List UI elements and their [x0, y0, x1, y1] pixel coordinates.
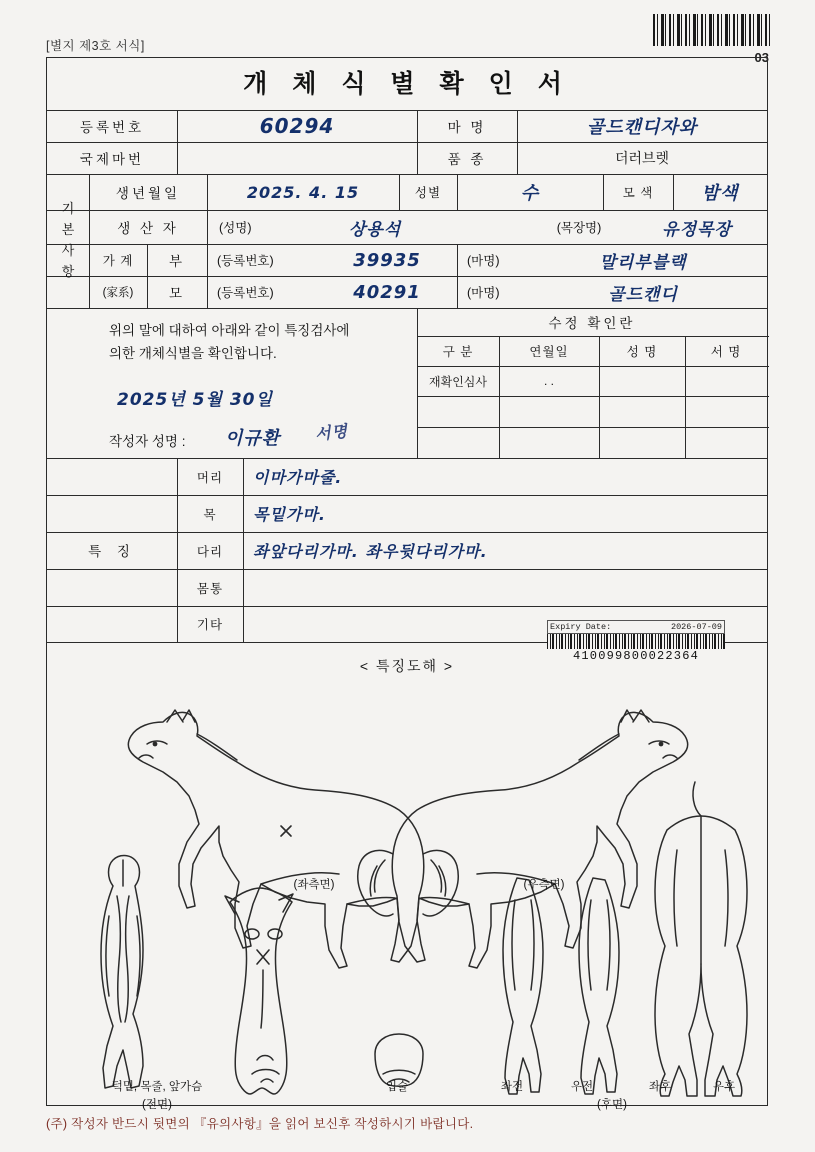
- producer-label: 생 산 자: [117, 221, 179, 236]
- revision-title: 수정 확인란: [548, 316, 636, 331]
- expiry-number: 410099800022364: [572, 649, 700, 663]
- divider: [243, 458, 244, 642]
- statement-line1: 위의 말에 대하여 아래와 같이 특징검사에: [109, 323, 350, 338]
- horse-right-side-figure: [358, 710, 688, 968]
- form-id-label: [별지 제3호 서식]: [46, 39, 145, 53]
- caption-right-fore: 우전: [570, 1081, 594, 1093]
- feature-label-other: 기타: [196, 618, 224, 632]
- caption-front-line1: 턱밑, 목줄, 앞가슴: [111, 1081, 203, 1093]
- producer-name-value: 상용석: [348, 219, 402, 240]
- expiry-date: 2026-07-09: [670, 622, 722, 632]
- divider: [457, 244, 458, 308]
- birth-value: 2025. 4. 15: [246, 182, 360, 202]
- caption-right-side: (우측면): [523, 879, 565, 891]
- caption-front-line2: (전면): [142, 1099, 172, 1111]
- feature-value-legs: 좌앞다리가마. 좌우뒷다리가마.: [253, 542, 488, 561]
- dam-name-label: (마명): [467, 286, 500, 300]
- dam-reg-value: 40291: [353, 281, 421, 303]
- sire-reg-value: 39935: [353, 249, 421, 271]
- writer-value: 이규환: [225, 428, 281, 449]
- reg-no-label: 등록번호: [79, 120, 145, 135]
- farm-value: 유정목장: [662, 219, 732, 240]
- birth-label: 생년월일: [115, 186, 181, 201]
- caption-right-hind: 우후: [712, 1081, 736, 1093]
- horse-name-label: 마 명: [447, 120, 487, 135]
- top-barcode: [653, 14, 773, 46]
- divider: [207, 244, 208, 308]
- pedigree-label2: (家系): [102, 287, 134, 299]
- feature-label-head: 머리: [196, 470, 224, 485]
- sex-label: 성별: [414, 186, 442, 200]
- color-value: 밤색: [701, 183, 739, 204]
- table-cell: . .: [543, 374, 554, 388]
- features-side-label: 특 징: [88, 544, 136, 559]
- writer-signature: 서명: [314, 421, 349, 444]
- farm-label: (목장명): [556, 221, 602, 235]
- color-label: 모 색: [622, 186, 654, 200]
- revision-header-2: 성 명: [626, 345, 658, 359]
- dam-reg-label: (등록번호): [217, 286, 274, 300]
- horse-diagram: [47, 670, 769, 1110]
- writer-label: 작성자 성명 :: [109, 434, 186, 449]
- page-number: 03: [754, 50, 769, 65]
- breed-label: 품 종: [447, 152, 487, 167]
- expiry-barcode: [547, 634, 725, 649]
- feature-label-legs: 다리: [196, 544, 224, 559]
- dam-label: 모: [168, 286, 186, 301]
- sire-name-value: 말리부블랙: [599, 252, 687, 273]
- basic-side-label-text: 기 본 사 항: [61, 201, 75, 279]
- horse-rear-legs-left-figure: [503, 878, 543, 1094]
- reg-no-value: 60294: [259, 114, 335, 138]
- sire-label: 부: [168, 254, 186, 269]
- certificate-frame: [46, 57, 768, 1111]
- horse-name-value: 골드캔디자와: [586, 117, 698, 138]
- intl-no-label: 국제마번: [79, 152, 145, 167]
- feature-label-body: 몸통: [196, 581, 224, 596]
- horse-front-view-figure: [101, 856, 143, 1089]
- footnote: (주) 작성자 반드시 뒷면의 『유의사항』을 읽어 보신후 작성하시기 바랍니다.: [46, 1117, 474, 1131]
- table-row: [417, 427, 499, 458]
- table-cell: [685, 366, 767, 396]
- pedigree-label: 가 계: [102, 254, 134, 268]
- breed-value: 더러브렛: [614, 150, 670, 166]
- statement-line2: 의한 개체식별을 확인합니다.: [109, 345, 277, 361]
- table-cell: [599, 366, 685, 396]
- revision-header-1: 연월일: [529, 345, 569, 359]
- sire-reg-label: (등록번호): [217, 254, 274, 268]
- horse-rear-legs-right-figure: [579, 878, 619, 1094]
- caption-lips: 입술: [385, 1081, 409, 1093]
- revision-header-0: 구 분: [442, 345, 474, 359]
- caption-rear: (후면): [597, 1099, 627, 1111]
- sex-value: 수: [520, 183, 540, 204]
- basic-side-label: [47, 174, 89, 308]
- feature-value-head: 이마가마줄.: [253, 468, 343, 487]
- expiry-label: Expiry Date:: [550, 622, 612, 632]
- intl-no-value: [177, 142, 417, 174]
- horse-hindquarters-rear-figure: [655, 782, 747, 1096]
- revision-header-3: 서 명: [710, 345, 742, 359]
- statement-text: [109, 320, 409, 366]
- caption-left-hind: 좌후: [648, 1081, 672, 1093]
- dam-name-value: 골드캔디: [608, 284, 678, 305]
- producer-name-label: (성명): [219, 221, 252, 235]
- divider: [207, 210, 208, 244]
- diagram-title: < 특징도해 >: [359, 658, 455, 674]
- feature-value-body: [253, 569, 753, 606]
- sire-name-label: (마명): [467, 254, 500, 268]
- caption-left-side: (좌측면): [293, 879, 335, 891]
- feature-label-neck: 목: [203, 507, 217, 522]
- table-row: 재확인심사: [429, 374, 487, 389]
- caption-left-fore: 좌전: [500, 1081, 524, 1093]
- table-row: [417, 396, 499, 427]
- statement-date: 2025년 5월 30일: [117, 390, 273, 410]
- page-title: 개 체 식 별 확 인 서: [243, 70, 571, 98]
- horse-left-side-figure: [128, 710, 458, 968]
- feature-value-neck: 목밑가마.: [253, 505, 326, 524]
